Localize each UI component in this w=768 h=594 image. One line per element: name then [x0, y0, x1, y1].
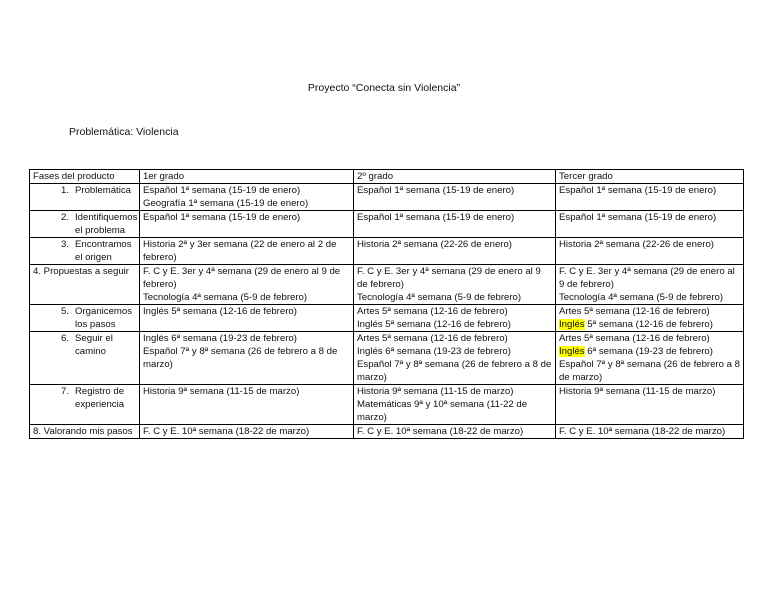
grade-1-cell	[140, 238, 354, 265]
schedule-entry: Inglés 5ª semana (12-16 de febrero)	[143, 306, 297, 317]
grade-2-cell	[354, 238, 556, 265]
phase-cell	[30, 211, 140, 238]
schedule-entry: Inglés 6ª semana (19-23 de febrero)	[143, 333, 297, 344]
table-row	[30, 385, 744, 425]
schedule-entry: Artes 5ª semana (12-16 de febrero)	[559, 306, 710, 317]
schedule-entry: Historia 9ª semana (11-15 de marzo)	[357, 386, 514, 397]
grade-2-cell	[354, 425, 556, 439]
schedule-entry: Inglés 6ª semana (19-23 de febrero)	[357, 346, 511, 357]
schedule-entry: Inglés 5ª semana (12-16 de febrero)	[357, 319, 511, 330]
schedule-entry: Artes 5ª semana (12-16 de febrero)	[559, 333, 710, 344]
grade-1-cell	[140, 385, 354, 425]
schedule-entry: F. C y E. 10ª semana (18-22 de marzo)	[143, 426, 310, 437]
document-title: Proyecto “Conecta sin Violencia”	[307, 82, 461, 94]
grade-3-cell	[556, 332, 744, 385]
grade-3-cell	[556, 305, 744, 332]
grade-2-cell	[354, 265, 556, 305]
phase-label: Organicemos los pasos	[75, 306, 133, 330]
table-row	[30, 305, 744, 332]
schedule-entry: Historia 2ª semana (22-26 de enero)	[357, 239, 512, 250]
phase-number: 2.	[60, 212, 69, 223]
schedule-table	[29, 169, 744, 439]
grade-2-cell	[354, 305, 556, 332]
table-row	[30, 332, 744, 385]
schedule-entry: Español 7ª y 8ª semana (26 de febrero a 8 de marzo)	[357, 359, 552, 383]
phase-label: Registro de experiencia	[75, 386, 125, 410]
grade-1-cell	[140, 305, 354, 332]
schedule-entry: F. C y E. 10ª semana (18-22 de marzo)	[559, 426, 726, 437]
phase-cell	[30, 265, 140, 305]
phase-label: 8. Valorando mis pasos	[33, 426, 133, 437]
schedule-entry: F. C y E. 3er y 4ª semana (29 de enero al 9 de febrero)	[143, 266, 341, 290]
schedule-entry: Español 1ª semana (15-19 de enero)	[559, 185, 717, 196]
phase-cell	[30, 425, 140, 439]
grade-3-cell	[556, 425, 744, 439]
table-row	[30, 184, 744, 211]
phase-label: Encontramos el origen	[75, 239, 132, 263]
schedule-entry: Español 7ª y 8ª semana (26 de febrero a 8 de marzo)	[143, 346, 338, 370]
schedule-entry: Historia 2ª semana (22-26 de enero)	[559, 239, 714, 250]
phase-number: 3.	[60, 239, 69, 250]
schedule-entry: Español 1ª semana (15-19 de enero)	[357, 212, 515, 223]
schedule-entry: Geografía 1ª semana (15-19 de enero)	[143, 198, 309, 209]
schedule-entry: Español 1ª semana (15-19 de enero)	[143, 212, 301, 223]
phase-cell	[30, 385, 140, 425]
header-grade-2: 2º grado	[354, 170, 556, 184]
schedule-entry-highlighted	[559, 345, 740, 358]
phase-label: 4. Propuestas a seguir	[33, 266, 129, 277]
phase-number: 5.	[60, 306, 69, 317]
schedule-entry: Español 1ª semana (15-19 de enero)	[357, 185, 515, 196]
grade-3-cell	[556, 265, 744, 305]
table-row	[30, 238, 744, 265]
phase-cell	[30, 238, 140, 265]
table-row	[30, 265, 744, 305]
schedule-entry-rest: 5ª semana (12-16 de febrero)	[584, 319, 713, 330]
schedule-entry: Historia 2ª y 3er semana (22 de enero al 2 de febrero)	[143, 239, 337, 263]
phase-label: Identifiquemos el problema	[75, 212, 138, 236]
phase-number: 1.	[60, 185, 69, 196]
grade-2-cell	[354, 332, 556, 385]
highlighted-word: Inglés	[559, 319, 585, 330]
schedule-entry: Historia 9ª semana (11-15 de marzo)	[143, 386, 300, 397]
schedule-entry: Español 1ª semana (15-19 de enero)	[143, 185, 301, 196]
phase-number: 6.	[60, 333, 69, 344]
grade-1-cell	[140, 184, 354, 211]
schedule-entry: Tecnología 4ª semana (5-9 de febrero)	[143, 292, 308, 303]
schedule-entry: F. C y E. 3er y 4ª semana (29 de enero al 9 de febrero)	[357, 266, 541, 290]
header-grade-1: 1er grado	[140, 170, 354, 184]
highlighted-word: Inglés	[559, 346, 585, 357]
schedule-entry-rest: 6ª semana (19-23 de febrero)	[584, 346, 713, 357]
grade-2-cell	[354, 211, 556, 238]
grade-2-cell	[354, 385, 556, 425]
grade-3-cell	[556, 385, 744, 425]
schedule-entry: F. C y E. 3er y 4ª semana (29 de enero al 9 de febrero)	[559, 266, 735, 290]
grade-1-cell	[140, 211, 354, 238]
grade-3-cell	[556, 238, 744, 265]
grade-1-cell	[140, 265, 354, 305]
schedule-entry: Tecnología 4ª semana (5-9 de febrero)	[357, 292, 522, 303]
schedule-entry: Artes 5ª semana (12-16 de febrero)	[357, 306, 508, 317]
problem-statement: Problemática: Violencia	[69, 126, 179, 138]
table-row	[30, 211, 744, 238]
grade-2-cell	[354, 184, 556, 211]
table-row	[30, 425, 744, 439]
grade-1-cell	[140, 425, 354, 439]
schedule-entry: Tecnología 4ª semana (5-9 de febrero)	[559, 292, 724, 303]
schedule-entry: Historia 9ª semana (11-15 de marzo)	[559, 386, 716, 397]
schedule-entry: Artes 5ª semana (12-16 de febrero)	[357, 333, 508, 344]
phase-number: 7.	[60, 386, 69, 397]
schedule-entry: Matemáticas 9ª y 10ª semana (11-22 de marzo)	[357, 399, 528, 423]
phase-cell	[30, 305, 140, 332]
schedule-entry: Español 1ª semana (15-19 de enero)	[559, 212, 717, 223]
grade-3-cell	[556, 184, 744, 211]
phase-label: Problemática	[75, 185, 131, 196]
schedule-entry-highlighted	[559, 318, 740, 331]
schedule-entry: Español 7ª y 8ª semana (26 de febrero a 8 de marzo)	[559, 359, 740, 383]
phase-cell	[30, 184, 140, 211]
phase-cell	[30, 332, 140, 385]
grade-3-cell	[556, 211, 744, 238]
table-header-row	[30, 170, 744, 184]
header-phases: Fases del producto	[30, 170, 140, 184]
phase-label: Seguir el camino	[75, 333, 113, 357]
grade-1-cell	[140, 332, 354, 385]
schedule-entry: F. C y E. 10ª semana (18-22 de marzo)	[357, 426, 524, 437]
header-grade-3: Tercer grado	[556, 170, 744, 184]
